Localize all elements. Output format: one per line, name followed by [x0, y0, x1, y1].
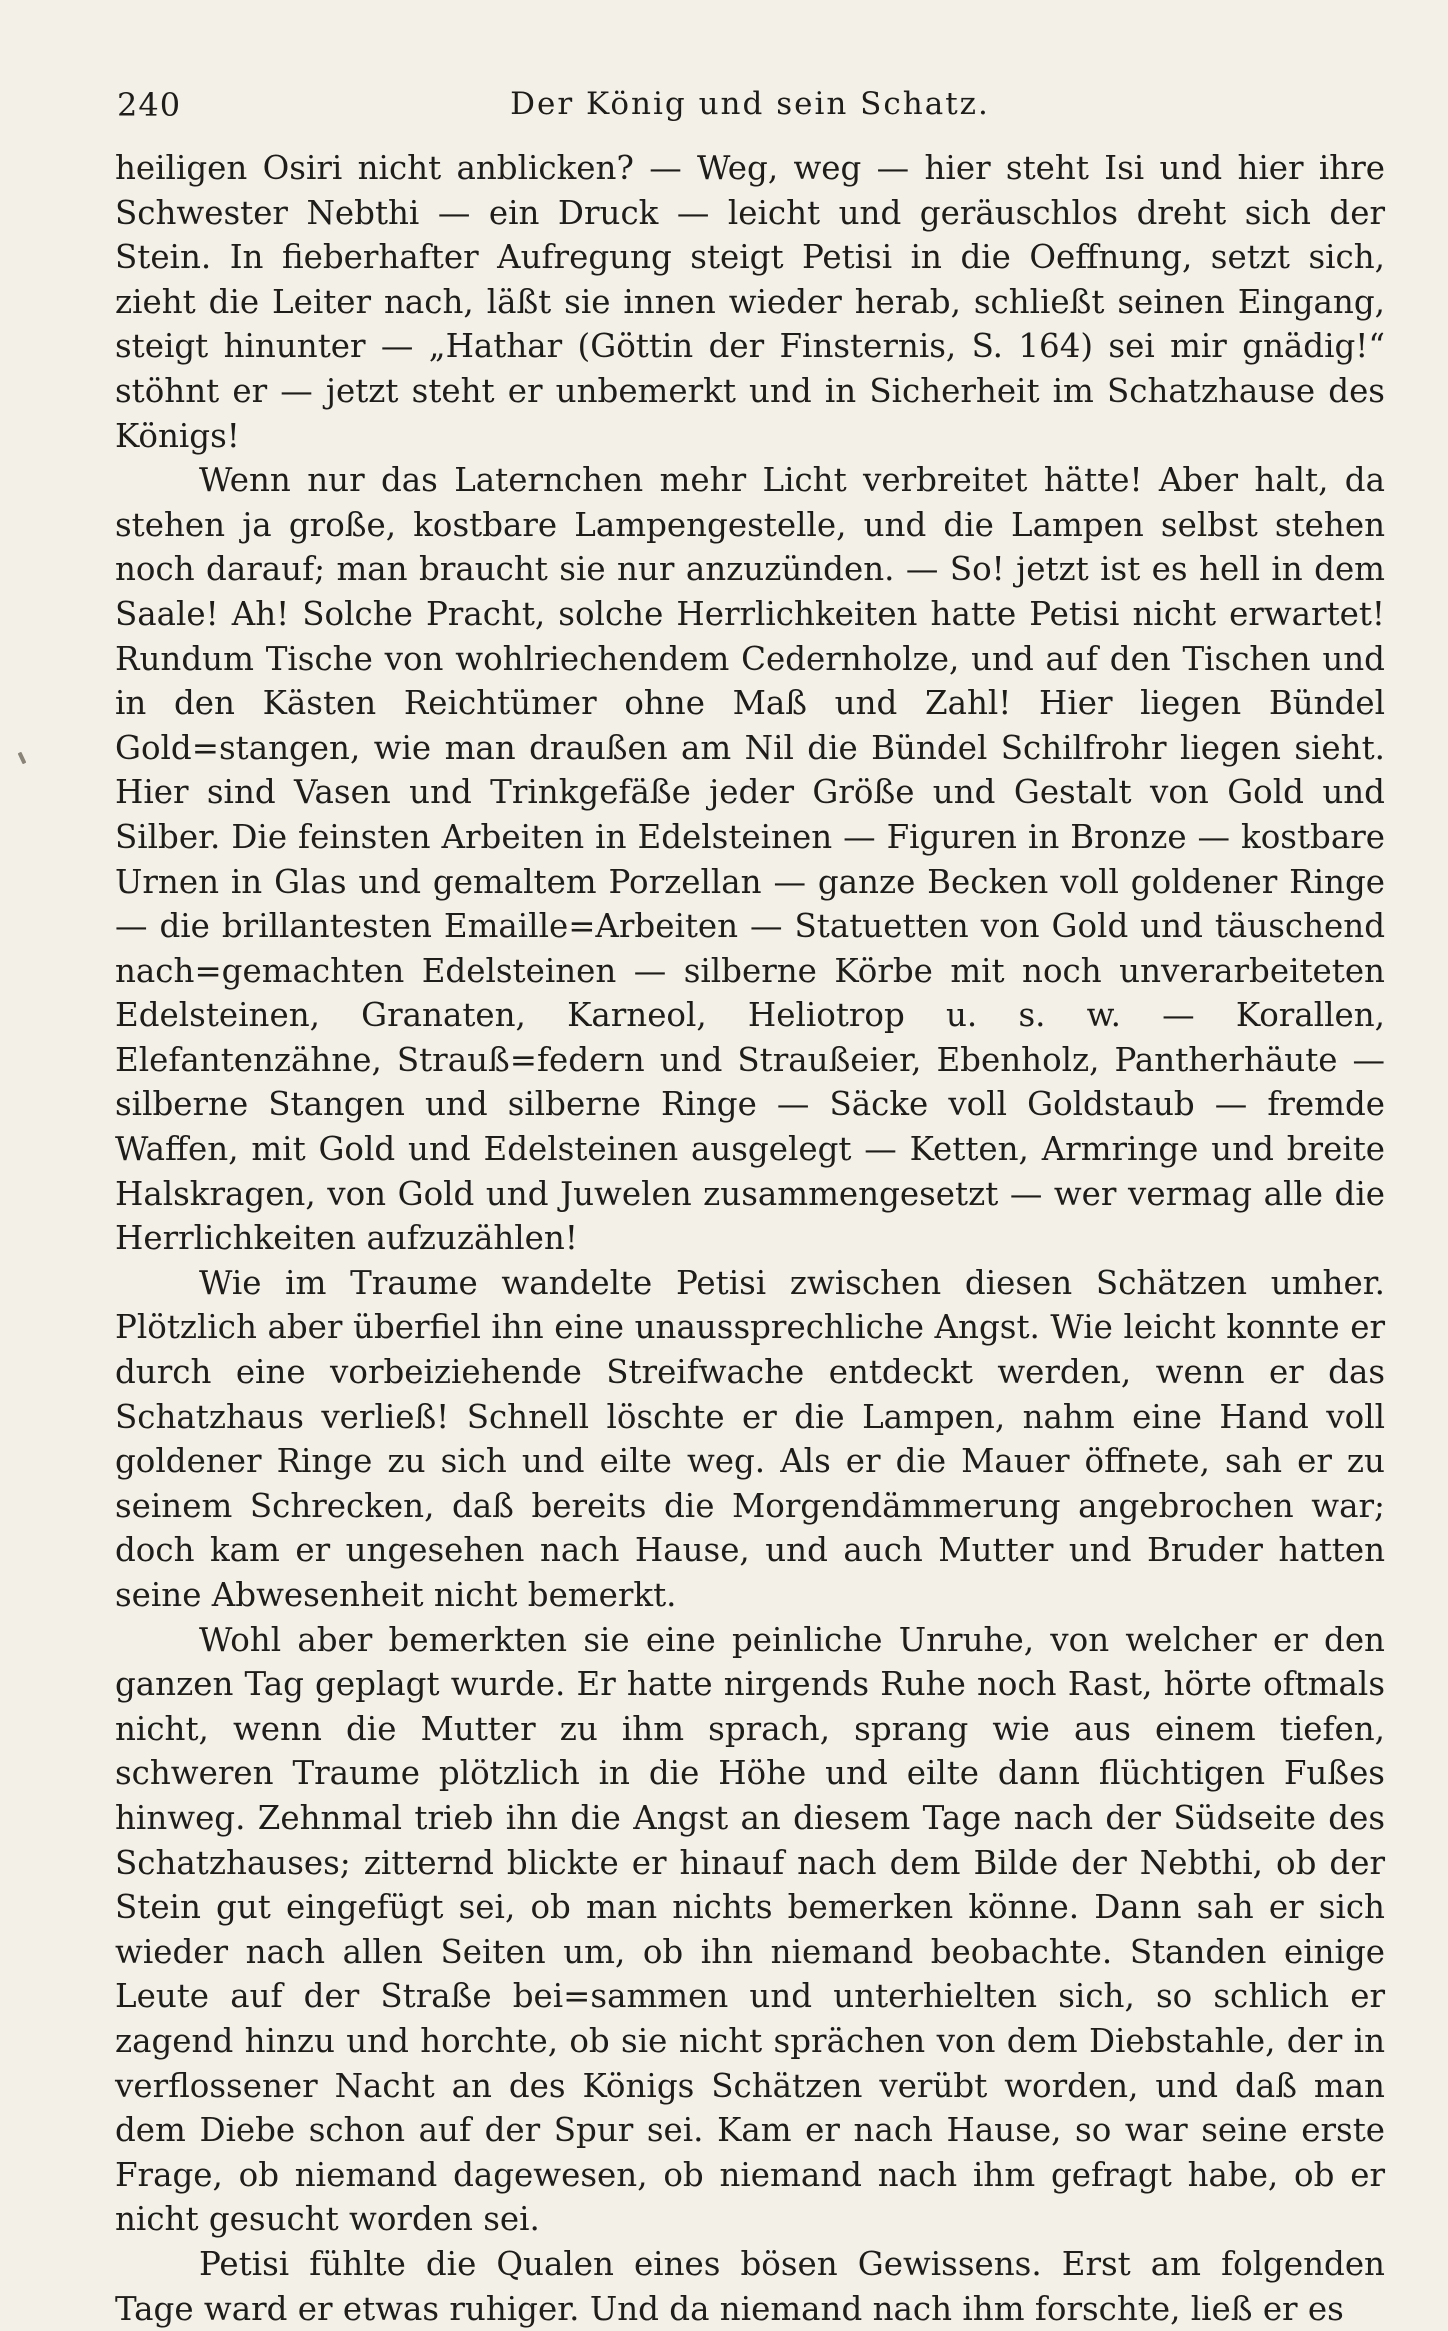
book-page [115, 80, 1385, 2331]
paragraph: Wenn nur das Laternchen mehr Licht verbreitet hätte! Aber halt, da stehen ja große, kostbare Lampengestelle, und die Lampen selbst stehen noch darauf; man braucht sie nur anzuzünden. — So! jetzt ist es hell in dem Saale! Ah! Solche Pracht, solche Herrlichkeiten hatte Petisi nicht erwartet! Rundum Tische von wohlriechendem Cedernholze, und auf den Tischen und in den Kästen Reichtümer ohne Maß und Zahl! Hier liegen Bündel Gold=stangen, wie man draußen am Nil die Bündel Schilfrohr liegen sieht. Hier sind Vasen und Trinkgefäße jeder Größe und Gestalt von Gold und Silber. Die feinsten Arbeiten in Edelsteinen — Figuren in Bronze — kostbare Urnen in Glas und gemaltem Porzellan — ganze Becken voll goldener Ringe — die brillantesten Emaille=Arbeiten — Statuetten von Gold und täuschend nach=gemachten Edelsteinen — silberne Körbe mit noch unverarbeiteten Edelsteinen, Granaten, Karneol, Heliotrop u. s. w. — Korallen, Elefantenzähne, Strauß=federn und Straußeier, Ebenholz, Pantherhäute — silberne Stangen und silberne Ringe — Säcke voll Goldstaub — fremde Waffen, mit Gold und Edelsteinen ausgelegt — Ketten, Armringe und breite Halskragen, von Gold und Juwelen zusammengesetzt — wer vermag alle die Herrlichkeiten aufzuzählen! [115, 461, 1385, 1258]
body-text [115, 146, 1385, 2331]
margin-tick-mark [18, 752, 27, 765]
paragraph: Wie im Traume wandelte Petisi zwischen diesen Schätzen umher. Plötzlich aber überfiel ihn eine unaussprechliche Angst. Wie leicht konnte er durch eine vorbeiziehende Streifwache entdeckt werden, wenn er das Schatzhaus verließ! Schnell löschte er die Lampen, nahm eine Hand voll goldener Ringe zu sich und eilte weg. Als er die Mauer öffnete, sah er zu seinem Schrecken, daß bereits die Morgendämmerung angebrochen war; doch kam er ungesehen nach Hause, und auch Mutter und Bruder hatten seine Abwesenheit nicht bemerkt. [115, 1263, 1385, 1614]
paragraph: Petisi fühlte die Qualen eines bösen Gewissens. Erst am folgenden Tage ward er etwas ruhiger. Und da niemand nach ihm forschte, ließ er es [115, 2244, 1385, 2328]
page-number: 240 [117, 86, 182, 124]
running-title: Der König und sein Schatz. [510, 86, 990, 122]
paragraph: Wohl aber bemerkten sie eine peinliche Unruhe, von welcher er den ganzen Tag geplagt wurde. Er hatte nirgends Ruhe noch Rast, hörte oftmals nicht, wenn die Mutter zu ihm sprach, sprang wie aus einem tiefen, schweren Traume plötzlich in die Höhe und eilte dann flüchtigen Fußes hinweg. Zehnmal trieb ihn die Angst an diesem Tage nach der Südseite des Schatzhauses; zitternd blickte er hinauf nach dem Bilde der Nebthi, ob der Stein gut eingefügt sei, ob man nichts bemerken könne. Dann sah er sich wieder nach allen Seiten um, ob ihn niemand beobachte. Standen einige Leute auf der Straße bei=sammen und unterhielten sich, so schlich er zagend hinzu und horchte, ob sie nicht sprächen von dem Diebstahle, der in verflossener Nacht an des Königs Schätzen verübt worden, und daß man dem Diebe schon auf der Spur sei. Kam er nach Hause, so war seine erste Frage, ob niemand dagewesen, ob niemand nach ihm gefragt habe, ob er nicht gesucht worden sei. [115, 1620, 1385, 2239]
running-head [115, 80, 1385, 140]
paragraph-continuation: heiligen Osiri nicht anblicken? — Weg, weg — hier steht Isi und hier ihre Schwester Nebthi — ein Druck — leicht und geräuschlos dreht sich der Stein. In fieberhafter Aufregung steigt Petisi in die Oeffnung, setzt sich, zieht die Leiter nach, läßt sie innen wieder herab, schließt seinen Eingang, steigt hinunter — „Hathar (Göttin der Finsternis, S. 164) sei mir gnädig!“ stöhnt er — jetzt steht er unbemerkt und in Sicherheit im Schatzhause des Königs! [115, 149, 1385, 455]
